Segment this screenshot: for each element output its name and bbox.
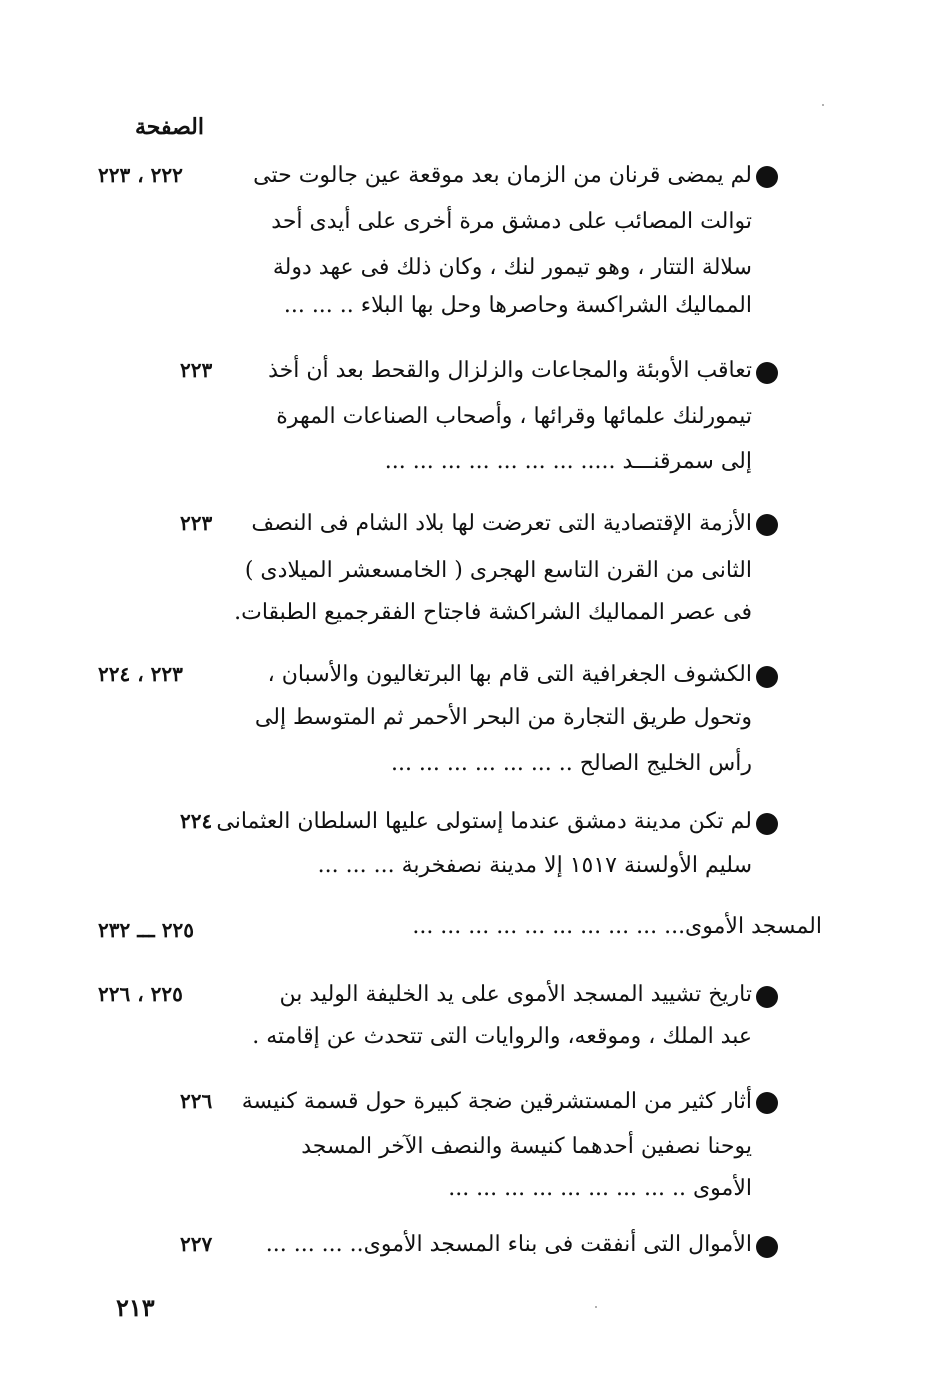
- entry-page-ref: ٢٢٣: [180, 511, 213, 535]
- scan-speck: [822, 104, 824, 106]
- entry-page-ref: ٢٢٣ ، ٢٢٤: [98, 662, 183, 686]
- entry-text-line: تعاقب الأوبئة والمجاعات والزلزال والقحط بعد أن أخذ: [268, 358, 752, 383]
- entry-text-line: الأموى .. ... ... ... ... ... ... ... ...: [448, 1176, 752, 1201]
- entry-text-line: سليم الأولسنة ١٥١٧ إلا مدينة نصفخربة ... ... ...: [317, 853, 752, 878]
- entry-text-line: إلى سمرقنـــد ..... ... ... ... ... ... ... ...: [384, 449, 752, 474]
- page-number: ٢١٣: [116, 1293, 155, 1322]
- entry-text-line: عبد الملك ، وموقعه، والروايات التى تتحدث عن إقامته .: [252, 1024, 752, 1049]
- bullet-icon: [756, 986, 778, 1008]
- bullet-icon: [756, 666, 778, 688]
- entry-page-ref: ٢٢٦: [180, 1089, 213, 1113]
- entry-text-line: وتحول طريق التجارة من البحر الأحمر ثم المتوسط إلى: [254, 705, 752, 730]
- entry-text-line: فى عصر المماليك الشراكشة فاجتاح الفقرجميع الطبقات.: [234, 600, 752, 625]
- entry-text-line: أثار كثير من المستشرقين ضجة كبيرة حول قسمة كنيسة: [241, 1089, 752, 1114]
- entry-text-line: رأس الخليج الصالح .. ... ... ... ... ... ...: [390, 751, 752, 776]
- entry-page-ref: ٢٢٢ ، ٢٢٣: [98, 163, 183, 187]
- entry-page-ref: ٢٢٤: [180, 809, 213, 833]
- bullet-icon: [756, 813, 778, 835]
- entry-text-line: يوحنا نصفين أحدهما كنيسة والنصف الآخر المسجد: [301, 1134, 752, 1159]
- section-title: المسجد الأموى... ... ... ... ... ... ... ... ... ...: [412, 914, 822, 939]
- entry-page-ref: ٢٢٧: [180, 1232, 213, 1256]
- entry-page-ref: ٢٢٣: [180, 358, 213, 382]
- entry-text-line: لم يمضى قرنان من الزمان بعد موقعة عين جالوت حتى: [253, 163, 752, 188]
- entry-text-line: تيمورلنك علمائها وقرائها ، وأصحاب الصناعات المهرة: [276, 404, 752, 429]
- entry-page-ref: ٢٢٥ ، ٢٢٦: [98, 982, 183, 1006]
- entry-text-line: لم تكن مدينة دمشق عندما إستولى عليها السلطان العثمانى: [216, 809, 752, 834]
- entry-text-line: الأموال التى أنفقت فى بناء المسجد الأموى.. ... ... ...: [265, 1232, 752, 1257]
- page-header-label: الصفحة: [134, 114, 204, 140]
- bullet-icon: [756, 1092, 778, 1114]
- bullet-icon: [756, 166, 778, 188]
- entry-text-line: المماليك الشراكسة وحاصرها وحل بها البلاء .. ... ...: [283, 293, 752, 318]
- entry-text-line: توالت المصائب على دمشق مرة أخرى على أيدى أحد: [271, 209, 752, 234]
- scan-speck: [595, 1306, 597, 1308]
- section-page-range: ٢٢٥ ـــ ٢٣٢: [98, 918, 194, 942]
- bullet-icon: [756, 1236, 778, 1258]
- entry-text-line: سلالة التتار ، وهو تيمور لنك ، وكان ذلك فى عهد دولة: [272, 255, 752, 280]
- bullet-icon: [756, 514, 778, 536]
- bullet-icon: [756, 362, 778, 384]
- entry-text-line: تاريخ تشييد المسجد الأموى على يد الخليفة الوليد بن: [279, 982, 752, 1007]
- entry-text-line: الأزمة الإقتصادية التى تعرضت لها بلاد الشام فى النصف: [251, 511, 752, 536]
- entry-text-line: الكشوف الجغرافية التى قام بها البرتغاليون والأسبان ،: [267, 662, 752, 687]
- entry-text-line: الثانى من القرن التاسع الهجرى ( الخامسعشر الميلادى ): [244, 558, 752, 583]
